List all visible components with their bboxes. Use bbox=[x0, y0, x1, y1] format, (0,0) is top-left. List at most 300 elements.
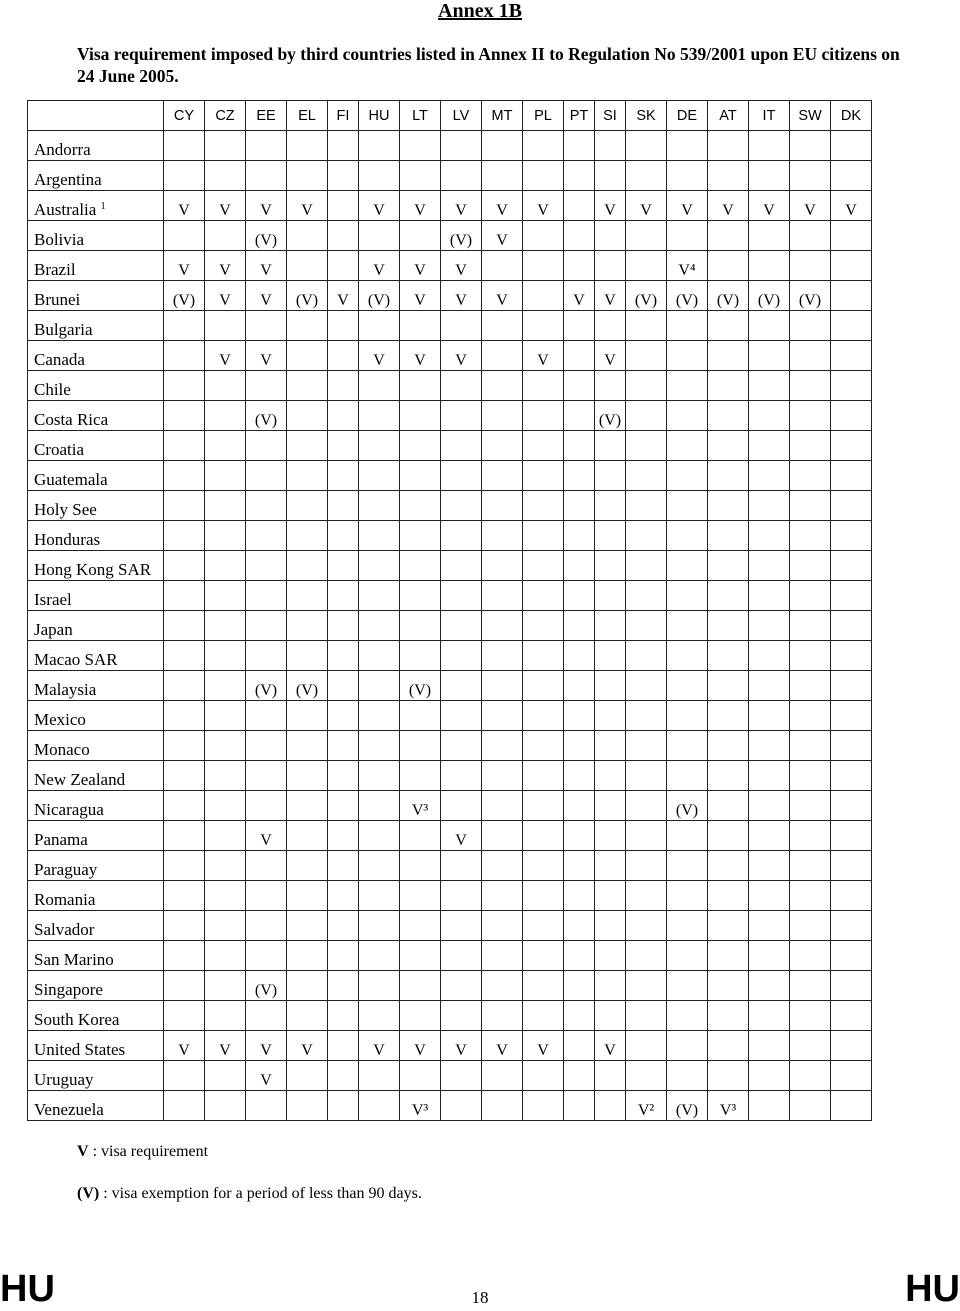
visa-cell bbox=[667, 671, 708, 701]
visa-cell bbox=[626, 581, 667, 611]
visa-cell bbox=[328, 761, 359, 791]
visa-cell bbox=[164, 431, 205, 461]
visa-cell bbox=[205, 581, 246, 611]
country-name: Canada bbox=[34, 350, 85, 369]
visa-cell bbox=[482, 1061, 523, 1091]
visa-cell bbox=[749, 431, 790, 461]
visa-cell bbox=[287, 761, 328, 791]
visa-cell bbox=[564, 1061, 595, 1091]
visa-cell: V bbox=[523, 341, 564, 371]
visa-cell bbox=[523, 551, 564, 581]
visa-cell bbox=[831, 851, 872, 881]
visa-cell bbox=[205, 821, 246, 851]
country-cell bbox=[28, 281, 164, 311]
visa-cell bbox=[667, 641, 708, 671]
visa-cell bbox=[328, 821, 359, 851]
country-cell bbox=[28, 731, 164, 761]
visa-cell bbox=[359, 131, 400, 161]
visa-cell: V bbox=[595, 191, 626, 221]
country-name: Macao SAR bbox=[34, 650, 118, 669]
visa-cell bbox=[287, 311, 328, 341]
visa-cell bbox=[564, 161, 595, 191]
visa-cell bbox=[400, 851, 441, 881]
visa-cell: V bbox=[246, 1061, 287, 1091]
column-header-mt: MT bbox=[482, 101, 523, 131]
visa-cell bbox=[482, 581, 523, 611]
visa-cell: V bbox=[359, 191, 400, 221]
visa-cell bbox=[441, 971, 482, 1001]
visa-cell bbox=[482, 461, 523, 491]
visa-cell: (V) bbox=[246, 971, 287, 1001]
visa-cell: V bbox=[626, 191, 667, 221]
visa-cell bbox=[667, 311, 708, 341]
visa-cell bbox=[482, 251, 523, 281]
visa-cell bbox=[400, 581, 441, 611]
visa-cell bbox=[595, 551, 626, 581]
visa-cell: V bbox=[749, 191, 790, 221]
visa-cell bbox=[749, 791, 790, 821]
country-cell bbox=[28, 491, 164, 521]
visa-cell bbox=[400, 521, 441, 551]
visa-cell bbox=[595, 701, 626, 731]
visa-cell bbox=[441, 731, 482, 761]
visa-cell bbox=[205, 131, 246, 161]
visa-cell bbox=[164, 641, 205, 671]
visa-cell bbox=[790, 701, 831, 731]
visa-cell bbox=[246, 551, 287, 581]
visa-cell bbox=[164, 1001, 205, 1031]
visa-cell bbox=[708, 491, 749, 521]
country-name: Singapore bbox=[34, 980, 103, 999]
visa-cell: (V) bbox=[287, 281, 328, 311]
table-row bbox=[28, 461, 872, 491]
visa-cell bbox=[246, 881, 287, 911]
legend-v-symbol: V bbox=[77, 1143, 89, 1160]
country-name: Monaco bbox=[34, 740, 90, 759]
visa-cell bbox=[482, 791, 523, 821]
visa-cell bbox=[595, 521, 626, 551]
country-name: New Zealand bbox=[34, 770, 126, 789]
visa-cell bbox=[749, 131, 790, 161]
country-name: Australia bbox=[34, 200, 97, 219]
visa-cell bbox=[287, 821, 328, 851]
visa-cell bbox=[205, 971, 246, 1001]
visa-cell bbox=[749, 161, 790, 191]
visa-cell: (V) bbox=[667, 281, 708, 311]
column-header-pl: PL bbox=[523, 101, 564, 131]
visa-cell bbox=[359, 851, 400, 881]
visa-cell bbox=[205, 761, 246, 791]
visa-cell bbox=[749, 221, 790, 251]
visa-cell bbox=[246, 491, 287, 521]
table-row bbox=[28, 521, 872, 551]
visa-cell: V bbox=[564, 281, 595, 311]
visa-cell bbox=[441, 1091, 482, 1121]
visa-cell bbox=[359, 761, 400, 791]
intro-text: Visa requirement imposed by third countries listed in Annex II to Regulation No 539/2001 upon EU citizens on 24 June 2005. bbox=[77, 44, 900, 86]
visa-cell: V bbox=[205, 191, 246, 221]
visa-cell bbox=[595, 641, 626, 671]
visa-cell bbox=[287, 491, 328, 521]
visa-cell bbox=[441, 641, 482, 671]
visa-cell bbox=[790, 1091, 831, 1121]
country-cell bbox=[28, 221, 164, 251]
visa-cell bbox=[400, 551, 441, 581]
visa-cell bbox=[831, 701, 872, 731]
footer-country-code-right: HU bbox=[905, 1268, 960, 1310]
visa-cell bbox=[482, 371, 523, 401]
country-cell bbox=[28, 311, 164, 341]
visa-cell bbox=[667, 971, 708, 1001]
visa-cell bbox=[482, 761, 523, 791]
visa-cell bbox=[523, 281, 564, 311]
visa-cell bbox=[749, 1061, 790, 1091]
visa-cell bbox=[359, 911, 400, 941]
visa-cell bbox=[749, 971, 790, 1001]
visa-cell bbox=[790, 1001, 831, 1031]
visa-cell bbox=[328, 461, 359, 491]
country-name: Argentina bbox=[34, 170, 102, 189]
visa-cell bbox=[400, 371, 441, 401]
visa-cell bbox=[749, 611, 790, 641]
visa-cell bbox=[749, 341, 790, 371]
visa-cell bbox=[328, 191, 359, 221]
visa-cell bbox=[205, 551, 246, 581]
visa-cell bbox=[359, 791, 400, 821]
visa-cell bbox=[164, 911, 205, 941]
visa-cell bbox=[595, 941, 626, 971]
visa-cell bbox=[626, 521, 667, 551]
table-row bbox=[28, 971, 872, 1001]
visa-cell bbox=[400, 221, 441, 251]
country-name: Hong Kong SAR bbox=[34, 560, 152, 579]
visa-cell bbox=[667, 1001, 708, 1031]
visa-cell bbox=[831, 791, 872, 821]
visa-cell bbox=[205, 911, 246, 941]
visa-cell bbox=[564, 701, 595, 731]
visa-cell bbox=[482, 911, 523, 941]
visa-cell bbox=[626, 161, 667, 191]
visa-cell bbox=[564, 311, 595, 341]
visa-cell bbox=[626, 821, 667, 851]
country-cell bbox=[28, 671, 164, 701]
country-cell bbox=[28, 191, 164, 221]
visa-cell bbox=[359, 1061, 400, 1091]
visa-cell bbox=[667, 431, 708, 461]
visa-cell bbox=[523, 911, 564, 941]
visa-cell: V³ bbox=[400, 1091, 441, 1121]
visa-cell bbox=[749, 881, 790, 911]
visa-cell bbox=[708, 701, 749, 731]
table-row bbox=[28, 911, 872, 941]
visa-cell: V bbox=[790, 191, 831, 221]
visa-cell bbox=[626, 611, 667, 641]
visa-cell bbox=[246, 461, 287, 491]
visa-cell bbox=[790, 371, 831, 401]
visa-cell bbox=[164, 461, 205, 491]
visa-cell bbox=[749, 911, 790, 941]
visa-cell bbox=[831, 341, 872, 371]
visa-cell bbox=[359, 881, 400, 911]
visa-cell bbox=[595, 431, 626, 461]
visa-cell bbox=[287, 941, 328, 971]
table-row bbox=[28, 851, 872, 881]
country-cell bbox=[28, 761, 164, 791]
visa-cell bbox=[246, 521, 287, 551]
visa-cell bbox=[441, 491, 482, 521]
visa-cell bbox=[287, 971, 328, 1001]
visa-cell: V bbox=[595, 1031, 626, 1061]
visa-cell bbox=[205, 881, 246, 911]
country-name: Honduras bbox=[34, 530, 101, 549]
visa-cell bbox=[667, 491, 708, 521]
visa-cell bbox=[708, 461, 749, 491]
visa-cell bbox=[359, 971, 400, 1001]
visa-cell bbox=[708, 911, 749, 941]
country-name: Chile bbox=[34, 380, 71, 399]
visa-cell bbox=[164, 611, 205, 641]
visa-cell bbox=[790, 911, 831, 941]
annex-title: Annex 1B bbox=[438, 0, 522, 22]
visa-cell bbox=[246, 311, 287, 341]
country-cell bbox=[28, 611, 164, 641]
visa-cell bbox=[441, 881, 482, 911]
visa-cell bbox=[790, 401, 831, 431]
visa-cell bbox=[287, 371, 328, 401]
country-cell bbox=[28, 791, 164, 821]
visa-cell bbox=[482, 161, 523, 191]
visa-cell bbox=[626, 791, 667, 821]
visa-cell bbox=[246, 581, 287, 611]
visa-cell bbox=[667, 821, 708, 851]
visa-cell bbox=[328, 671, 359, 701]
footer-country-code-left: HU bbox=[0, 1268, 55, 1310]
visa-cell bbox=[287, 791, 328, 821]
visa-cell: V bbox=[441, 821, 482, 851]
visa-cell bbox=[205, 731, 246, 761]
visa-cell bbox=[626, 671, 667, 701]
visa-cell bbox=[667, 941, 708, 971]
visa-cell bbox=[328, 701, 359, 731]
visa-cell bbox=[164, 671, 205, 701]
visa-cell bbox=[626, 551, 667, 581]
table-row bbox=[28, 341, 872, 371]
visa-cell: V bbox=[441, 191, 482, 221]
table-row bbox=[28, 1091, 872, 1121]
visa-cell bbox=[400, 1001, 441, 1031]
visa-cell bbox=[564, 821, 595, 851]
visa-cell bbox=[328, 641, 359, 671]
visa-cell bbox=[749, 641, 790, 671]
visa-cell bbox=[626, 851, 667, 881]
visa-cell bbox=[441, 401, 482, 431]
column-header-el: EL bbox=[287, 101, 328, 131]
visa-cell bbox=[667, 611, 708, 641]
visa-cell bbox=[359, 641, 400, 671]
visa-cell bbox=[523, 581, 564, 611]
visa-cell bbox=[400, 701, 441, 731]
visa-cell bbox=[831, 371, 872, 401]
visa-cell: V bbox=[205, 341, 246, 371]
visa-cell bbox=[523, 701, 564, 731]
visa-cell bbox=[749, 581, 790, 611]
visa-cell bbox=[790, 671, 831, 701]
visa-cell bbox=[359, 731, 400, 761]
visa-cell bbox=[831, 761, 872, 791]
visa-cell bbox=[164, 521, 205, 551]
visa-cell bbox=[441, 611, 482, 641]
visa-cell: V bbox=[400, 251, 441, 281]
visa-cell bbox=[246, 851, 287, 881]
visa-cell bbox=[328, 161, 359, 191]
visa-cell bbox=[246, 371, 287, 401]
visa-cell bbox=[287, 221, 328, 251]
visa-cell bbox=[359, 401, 400, 431]
country-name: United States bbox=[34, 1040, 126, 1059]
visa-cell bbox=[287, 131, 328, 161]
visa-cell bbox=[708, 791, 749, 821]
visa-cell bbox=[667, 461, 708, 491]
visa-cell bbox=[708, 161, 749, 191]
visa-cell bbox=[359, 431, 400, 461]
visa-cell bbox=[831, 401, 872, 431]
visa-cell bbox=[626, 341, 667, 371]
visa-cell bbox=[441, 371, 482, 401]
visa-cell: V bbox=[482, 281, 523, 311]
visa-cell: (V) bbox=[749, 281, 790, 311]
visa-cell bbox=[400, 881, 441, 911]
visa-cell bbox=[790, 221, 831, 251]
visa-cell bbox=[164, 881, 205, 911]
visa-cell bbox=[359, 821, 400, 851]
visa-cell: V bbox=[708, 191, 749, 221]
visa-cell bbox=[482, 551, 523, 581]
visa-cell bbox=[564, 611, 595, 641]
visa-cell bbox=[708, 761, 749, 791]
visa-cell bbox=[749, 701, 790, 731]
visa-cell bbox=[205, 491, 246, 521]
country-footnote-mark: 1 bbox=[100, 201, 106, 212]
visa-cell bbox=[708, 311, 749, 341]
country-cell bbox=[28, 851, 164, 881]
visa-cell bbox=[523, 851, 564, 881]
visa-cell bbox=[626, 761, 667, 791]
column-header-at: AT bbox=[708, 101, 749, 131]
visa-cell bbox=[831, 821, 872, 851]
visa-cell bbox=[790, 431, 831, 461]
visa-cell bbox=[441, 461, 482, 491]
visa-cell bbox=[523, 221, 564, 251]
visa-cell bbox=[790, 1031, 831, 1061]
visa-cell bbox=[328, 401, 359, 431]
visa-cell bbox=[523, 371, 564, 401]
visa-cell bbox=[328, 1061, 359, 1091]
visa-cell bbox=[564, 641, 595, 671]
visa-cell bbox=[595, 791, 626, 821]
visa-cell: (V) bbox=[246, 671, 287, 701]
visa-cell: (V) bbox=[667, 791, 708, 821]
visa-cell bbox=[523, 641, 564, 671]
country-cell bbox=[28, 431, 164, 461]
visa-cell bbox=[790, 461, 831, 491]
visa-cell bbox=[595, 911, 626, 941]
visa-cell bbox=[523, 821, 564, 851]
visa-cell bbox=[626, 1001, 667, 1031]
visa-cell bbox=[708, 1031, 749, 1061]
visa-cell: V bbox=[205, 251, 246, 281]
visa-cell bbox=[831, 881, 872, 911]
table-row bbox=[28, 641, 872, 671]
visa-cell bbox=[626, 311, 667, 341]
visa-cell bbox=[595, 851, 626, 881]
visa-cell bbox=[287, 701, 328, 731]
visa-cell: V bbox=[400, 191, 441, 221]
visa-cell bbox=[790, 551, 831, 581]
country-name: Salvador bbox=[34, 920, 95, 939]
visa-cell bbox=[164, 791, 205, 821]
visa-cell bbox=[831, 221, 872, 251]
visa-cell: V bbox=[246, 1031, 287, 1061]
visa-cell bbox=[164, 341, 205, 371]
visa-cell bbox=[667, 161, 708, 191]
visa-cell bbox=[400, 761, 441, 791]
visa-cell bbox=[708, 581, 749, 611]
visa-cell: V bbox=[246, 251, 287, 281]
visa-cell bbox=[246, 911, 287, 941]
visa-cell bbox=[287, 1001, 328, 1031]
visa-cell bbox=[708, 731, 749, 761]
visa-cell bbox=[287, 341, 328, 371]
table-row bbox=[28, 371, 872, 401]
visa-cell bbox=[667, 1061, 708, 1091]
visa-cell: V bbox=[287, 1031, 328, 1061]
visa-cell bbox=[831, 281, 872, 311]
visa-cell bbox=[564, 371, 595, 401]
visa-cell bbox=[790, 791, 831, 821]
visa-cell bbox=[246, 161, 287, 191]
visa-cell bbox=[482, 431, 523, 461]
visa-cell bbox=[482, 401, 523, 431]
visa-cell bbox=[667, 851, 708, 881]
visa-cell bbox=[708, 611, 749, 641]
visa-cell bbox=[246, 641, 287, 671]
visa-cell bbox=[708, 671, 749, 701]
legend-visa-requirement bbox=[77, 1143, 208, 1161]
visa-cell bbox=[595, 161, 626, 191]
visa-cell bbox=[564, 761, 595, 791]
country-cell bbox=[28, 251, 164, 281]
visa-cell bbox=[246, 791, 287, 821]
visa-cell bbox=[482, 971, 523, 1001]
visa-cell: (V) bbox=[595, 401, 626, 431]
visa-cell bbox=[831, 521, 872, 551]
visa-cell bbox=[790, 761, 831, 791]
visa-cell bbox=[328, 581, 359, 611]
visa-cell bbox=[359, 941, 400, 971]
country-name: Andorra bbox=[34, 140, 91, 159]
visa-cell bbox=[287, 521, 328, 551]
visa-cell: V bbox=[359, 251, 400, 281]
visa-cell: V bbox=[400, 1031, 441, 1061]
visa-cell bbox=[831, 1091, 872, 1121]
visa-cell bbox=[667, 731, 708, 761]
visa-cell bbox=[359, 161, 400, 191]
visa-cell bbox=[626, 701, 667, 731]
visa-cell bbox=[400, 611, 441, 641]
table-row bbox=[28, 791, 872, 821]
visa-cell bbox=[359, 461, 400, 491]
country-name: Romania bbox=[34, 890, 96, 909]
